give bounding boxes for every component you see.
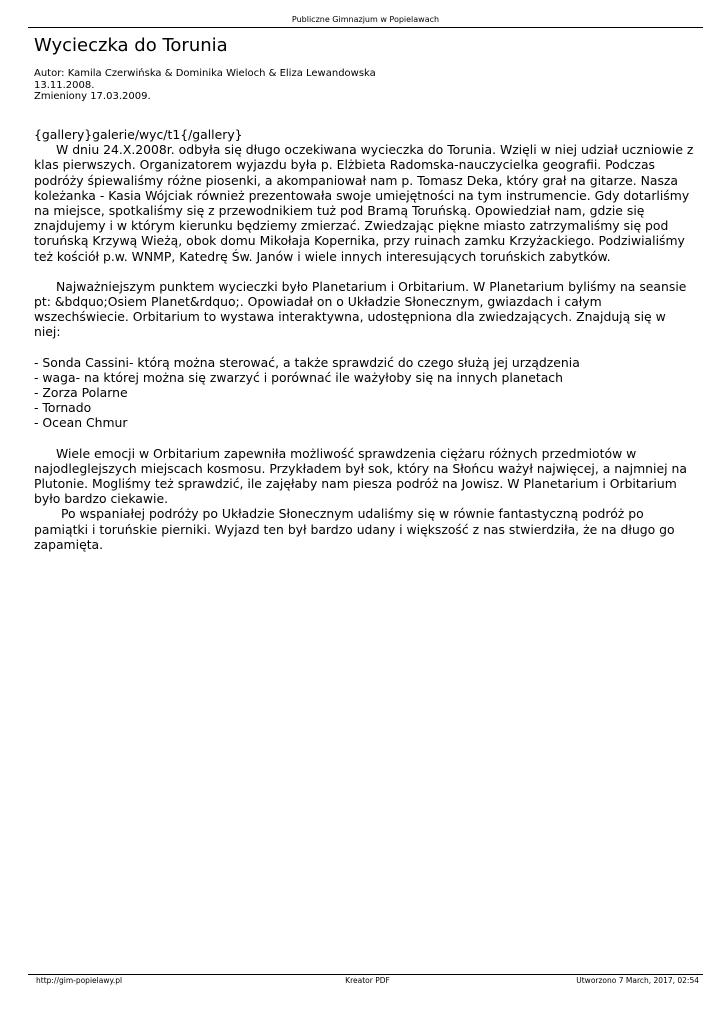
footer-created: Utworzono 7 March, 2017, 02:54 bbox=[576, 976, 699, 985]
author-line: Autor: Kamila Czerwińska & Dominika Wieloch & Eliza Lewandowska bbox=[34, 68, 376, 79]
list-item: - Sonda Cassini- którą można sterować, a także sprawdzić do czego służą jej urządzenia bbox=[34, 354, 580, 370]
footer-url[interactable]: http://gim-popielawy.pl bbox=[36, 976, 123, 985]
footer-divider bbox=[28, 974, 703, 975]
list-item: - Zorza Polarne bbox=[34, 385, 128, 401]
list-item: - Ocean Chmur bbox=[34, 415, 128, 431]
modified-date: Zmieniony 17.03.2009. bbox=[34, 91, 151, 102]
article-body bbox=[34, 127, 694, 552]
paragraph-3: Wiele emocji w Orbitarium zapewniła możliwość sprawdzenia ciężaru różnych przedmiotów w najodleglejszych miejscach kosmosu. Przykładem był sok, który na Słońcu ważył najwięcej, a najmniej na Plutonie. Mogliśmy też sprawdzić, ile zajęłaby nam piesza podróż na Jowisz. W Planetarium i Orbitarium było bardzo ciekawie. bbox=[34, 445, 687, 507]
header-divider bbox=[28, 27, 703, 28]
gallery-tag: {gallery}galerie/wyc/t1{/gallery} bbox=[34, 127, 243, 142]
attractions-list bbox=[34, 355, 694, 431]
page-header: Publiczne Gimnazjum w Popielawach bbox=[291, 15, 440, 24]
list-item: - Tornado bbox=[34, 400, 92, 416]
list-item: - waga- na której można się zwarzyć i porównać ile ważyłoby się na innych planetach bbox=[34, 369, 563, 385]
article-meta bbox=[34, 68, 376, 103]
publish-date: 13.11.2008. bbox=[34, 79, 95, 91]
paragraph-1: W dniu 24.X.2008r. odbyła się długo oczekiwana wycieczka do Torunia. Wzięli w niej udział uczniowie z klas pierwszych. Organizatorem wyjazdu była p. Elżbieta Radomska-nauczycielka geografii. Podczas podróży śpiewaliśmy różne piosenki, a akompaniował nam p. Tomasz Deka, który grał na gitarze. Nasza koleżanka - Kasia Wójciak również prezentowała swoje umiejętności na tym instrumencie. Gdy dotarliśmy na miejsce, spotkaliśmy się z przewodnikiem tuż pod Bramą Toruńską. Opowiedział nam, gdzie się znajdujemy i w którym kierunku będziemy zmierzać. Zwiedzając piękne miasto zatrzymaliśmy się pod toruńską Krzywą Wieżą, obok domu Mikołaja Kopernika, przy ruinach zamku Krzyżackiego. Podziwialiśmy też kościół p.w. WNMP, Katedrę Św. Janów i wiele innych interesujących toruńskich zabytków. bbox=[34, 142, 694, 264]
paragraph-2: Najważniejszym punktem wycieczki było Planetarium i Orbitarium. W Planetarium byliśmy na seansie pt: &bdquo;Osiem Planet&rdquo;. Opowiadał on o Układzie Słonecznym, gwiazdach i całym wszechświecie. Orbitarium to wystawa interaktywna, udostępniona dla zwiedzających. Znajdują się w niej: bbox=[34, 278, 687, 340]
article-title: Wycieczka do Torunia bbox=[34, 35, 228, 56]
footer-generator: Kreator PDF bbox=[345, 976, 390, 985]
paragraph-4: Po wspaniałej podróży po Układzie Słonecznym udaliśmy się w równie fantastyczną podróż po pamiątki i toruńskie pierniki. Wyjazd ten był bardzo udany i większość z nas stwierdziła, że na długo go zapamięta. bbox=[34, 506, 675, 552]
